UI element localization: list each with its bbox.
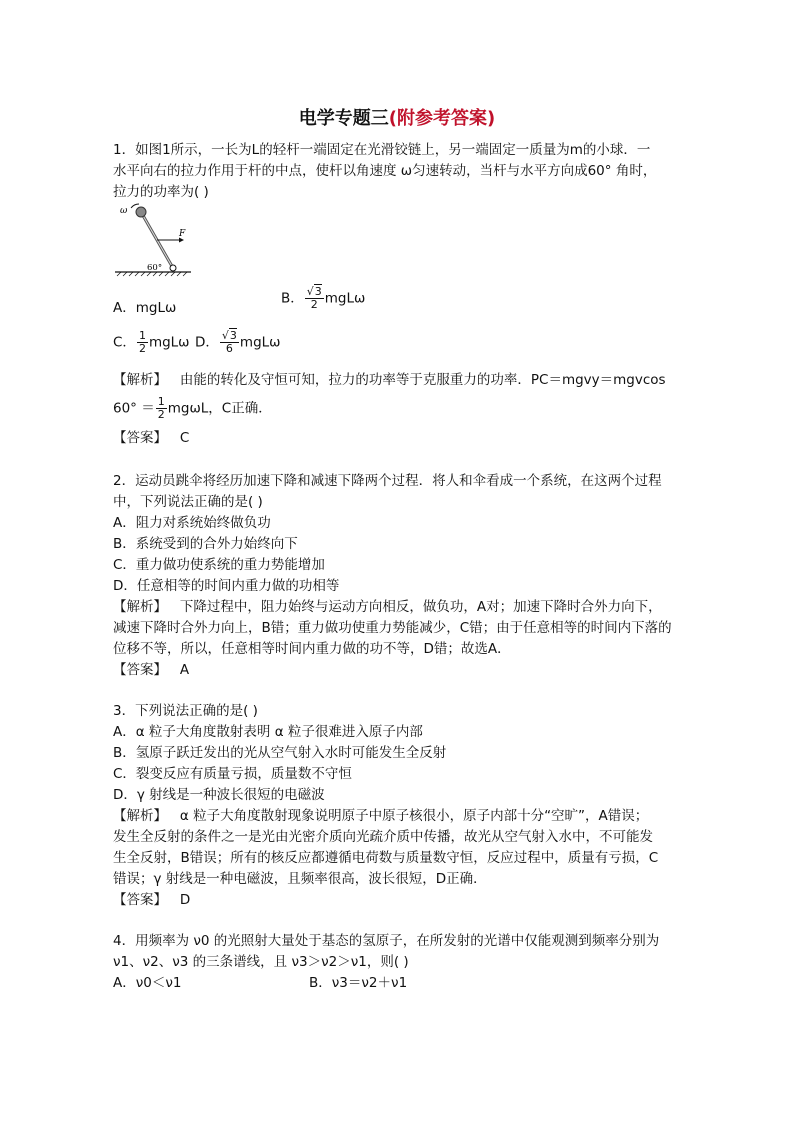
q2-option-a: A．阻力对系统始终做负功 — [113, 515, 271, 531]
q3-analysis-line-4: 错误；γ 射线是一种电磁波，且频率很高，波长很短，D正确． — [113, 871, 487, 887]
q1-stem-line-2: 水平向右的拉力作用于杆的中点，使杆以角速度 ω匀速转动，当杆与水平方向成60° 角时， — [113, 163, 657, 179]
title-main: 电学专题三 — [298, 108, 389, 129]
q2-stem-line-2: 中，下列说法正确的是( ) — [113, 494, 263, 510]
q3-option-a: A．α 粒子大角度散射表明 α 粒子很难进入原子内部 — [113, 724, 423, 740]
q1-option-c: C． $\frac{1}{2}$ mgLω — [113, 329, 190, 355]
q4-option-a: A．ν0＜ν1 — [113, 975, 182, 991]
q1-analysis-line-2: 60° ＝ $\frac{1}{2}$ mgωL，C正确． — [113, 395, 272, 421]
q2-stem-line-1: 2．运动员跳伞将经历加速下降和减速下降两个过程．将人和伞看成一个系统，在这两个过程 — [113, 473, 662, 489]
q1-option-a: A．mgLω — [113, 300, 177, 316]
q1-option-d: D． $\frac{√3}{6}$ mgLω — [195, 329, 281, 355]
force-label: F — [179, 229, 186, 239]
q2-option-c: C．重力做功使系统的重力势能增加 — [113, 557, 325, 573]
omega-label: ω — [120, 206, 128, 216]
q2-analysis-line-3: 位移不等，所以，任意相等时间内重力做的功不等，D错；故选A． — [113, 641, 511, 657]
q3-analysis-line-3: 生全反射，B错误；所有的核反应都遵循电荷数与质量数守恒，反应过程中，质量有亏损，C — [113, 850, 659, 866]
analysis-label: 【解析】 — [113, 372, 167, 388]
q3-option-c: C．裂变反应有质量亏损，质量数不守恒 — [113, 766, 352, 782]
answer-label: 【答案】 — [113, 430, 167, 446]
answer-label: 【答案】 — [113, 892, 167, 908]
q4-stem-line-1: 4．用频率为 ν0 的光照射大量处于基态的氢原子，在所发射的光谱中仅能观测到频率分别为 — [113, 933, 660, 949]
hinge — [170, 265, 176, 271]
title-answer-note: (附参考答案) — [388, 108, 496, 129]
q1-stem-line-3: 拉力的功率为( ) — [113, 184, 209, 200]
q2-option-b: B．系统受到的合外力始终向下 — [113, 536, 298, 552]
q3-stem-line-1: 3．下列说法正确的是( ) — [113, 703, 258, 719]
q3-analysis-line-1: 【解析】 α 粒子大角度散射现象说明原子中原子核很小，原子内部十分“空旷”，A错误； — [113, 808, 649, 824]
answer-label: 【答案】 — [113, 662, 167, 678]
q1-figure-rod-diagram — [113, 202, 193, 278]
q1-stem-line-1: 1．如图1所示，一长为L的轻杆一端固定在光滑铰链上，另一端固定一质量为m的小球．一 — [113, 142, 651, 158]
page-title — [0, 104, 794, 130]
q4-option-b: B．ν3＝ν2＋ν1 — [309, 975, 408, 991]
q2-analysis-line-1: 【解析】 下降过程中，阻力始终与运动方向相反，做负功，A对；加速下降时合外力向下， — [113, 599, 662, 615]
q2-option-d: D．任意相等的时间内重力做的功相等 — [113, 578, 340, 594]
q1-answer: 【答案】 C — [113, 430, 190, 446]
q2-analysis-line-2: 减速下降时合外力向上，B错；重力做功使重力势能减少，C错；由于任意相等的时间内下落的 — [113, 620, 672, 636]
analysis-label: 【解析】 — [113, 808, 167, 824]
q3-option-d: D．γ 射线是一种波长很短的电磁波 — [113, 787, 325, 803]
q3-option-b: B．氢原子跃迁发出的光从空气射入水时可能发生全反射 — [113, 745, 447, 761]
q3-answer: 【答案】 D — [113, 892, 191, 908]
q3-analysis-line-2: 发生全反射的条件之一是光由光密介质向光疏介质中传播，故光从空气射入水中，不可能发 — [113, 829, 653, 845]
q4-stem-line-2: ν1、ν2、ν3 的三条谱线，且 ν3＞ν2＞ν1，则( ) — [113, 954, 409, 970]
q1-analysis-line-1: 【解析】 由能的转化及守恒可知，拉力的功率等于克服重力的功率．PC＝mgvy＝mgvcos — [113, 372, 666, 388]
analysis-label: 【解析】 — [113, 599, 167, 615]
q2-answer: 【答案】 A — [113, 662, 190, 678]
angle-label: 60° — [147, 263, 163, 273]
ball — [136, 207, 146, 217]
q1-option-b: B． $\frac{√3}{2}$ mgLω — [281, 285, 366, 311]
rotation-arrow-icon — [131, 204, 139, 208]
